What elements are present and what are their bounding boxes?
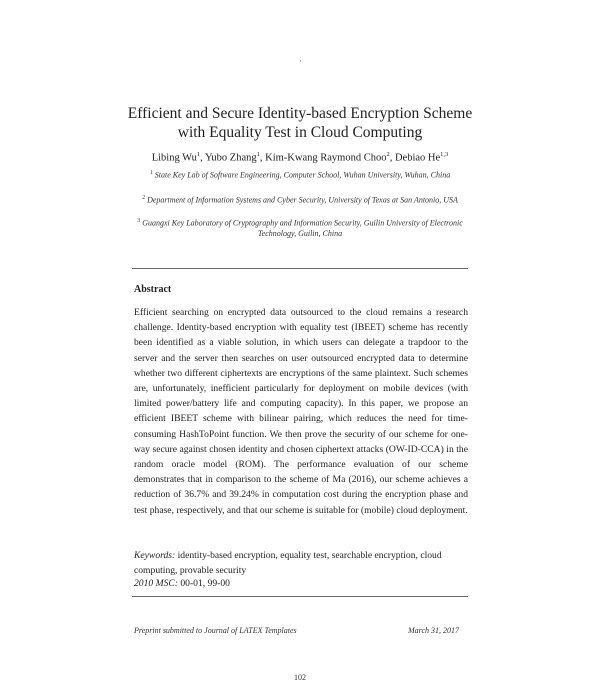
affiliation-sup: 2 [142, 195, 146, 201]
author-name: Libing Wu [151, 152, 197, 164]
author-sup: 1 [196, 151, 201, 158]
author-list: Libing Wu$^1$, Yubo Zhang$^1$, Kim-Kwang Raymond Choo$^2$, Debiao He$^{1,3}$ [151, 151, 449, 164]
author-name: Debiao He [394, 152, 441, 164]
preprint-date: March 31, 2017 [408, 626, 460, 635]
paper-title [0, 104, 600, 142]
affiliation-sup: 3 [137, 218, 141, 224]
author-sup: 1 [256, 151, 260, 158]
title-line-2: with Equality Test in Cloud Computing [177, 124, 423, 141]
keywords [134, 548, 468, 578]
author-sup: 2 [386, 151, 390, 158]
abstract-heading: Abstract [134, 284, 172, 295]
affiliation-3 [132, 216, 468, 239]
page-number: 102 [294, 673, 306, 682]
author-name: Yubo Zhang [205, 152, 257, 164]
abstract-bottom-rule [132, 596, 468, 597]
affiliation-text: State Key Lab of Software Engineering, Computer School, Wuhan University, Wuhan, China [154, 170, 451, 180]
abstract-body: Efficient searching on encrypted data outsourced to the cloud remains a research challenge. Identity-based encryption with equality test (IBEET) scheme has recently been identified as a viable solution, in which users can delegate a trapdoor to the server and the server then searches on user outsourced encrypted data to determine whether two different ciphertexts are encryptions of the same plaintext. Such schemes are, unfortunately, inefficient particularly for deployment on mobile devices (with limited power/battery life and computing capacity). In this paper, we propose an efficient IBEET scheme with bilinear pairing, which reduces the need for time-consuming HashToPoint function. We then prove the security of our scheme for one-way secure against chosen identity and chosen ciphertext attacks (OW-ID-CCA) in the random oracle model (ROM). The performance evaluation of our scheme demonstrates that in comparison to the scheme of Ma (2016), our scheme achieves a reduction of 36.7% and 39.24% in computation cost during the encryption phase and test phase, respectively, and that our scheme is suitable for (mobile) cloud deployment. [134, 307, 468, 516]
abstract-top-rule [132, 268, 468, 269]
keywords-label: Keywords: [134, 550, 176, 561]
affiliation-2 [132, 193, 468, 206]
affiliation-text: Department of Information Systems and Cyber Security, University of Texas at San Antonio, USA [147, 195, 458, 205]
preprint-note: Preprint submitted to Journal of LATEX Templates [134, 626, 297, 635]
title-line-1: Efficient and Secure Identity-based Encryption Scheme [127, 105, 473, 122]
msc-text: 00-01, 99-00 [180, 578, 230, 589]
msc-codes [134, 578, 230, 589]
top-mark: · [299, 56, 302, 66]
affiliation-text: Guangxi Key Laboratory of Cryptography and Information Security, Guilin University of Electronic Technology, Guilin, China [142, 218, 463, 238]
affiliation-sup: 1 [149, 170, 153, 176]
msc-label: 2010 MSC: [134, 578, 178, 589]
author-sup: 1,3 [440, 151, 449, 158]
keywords-text: identity-based encryption, equality test, searchable encryption, cloud computing, provable security [134, 550, 442, 577]
author-name: Kim-Kwang Raymond Choo [265, 152, 387, 164]
affiliation-1 [132, 168, 468, 181]
